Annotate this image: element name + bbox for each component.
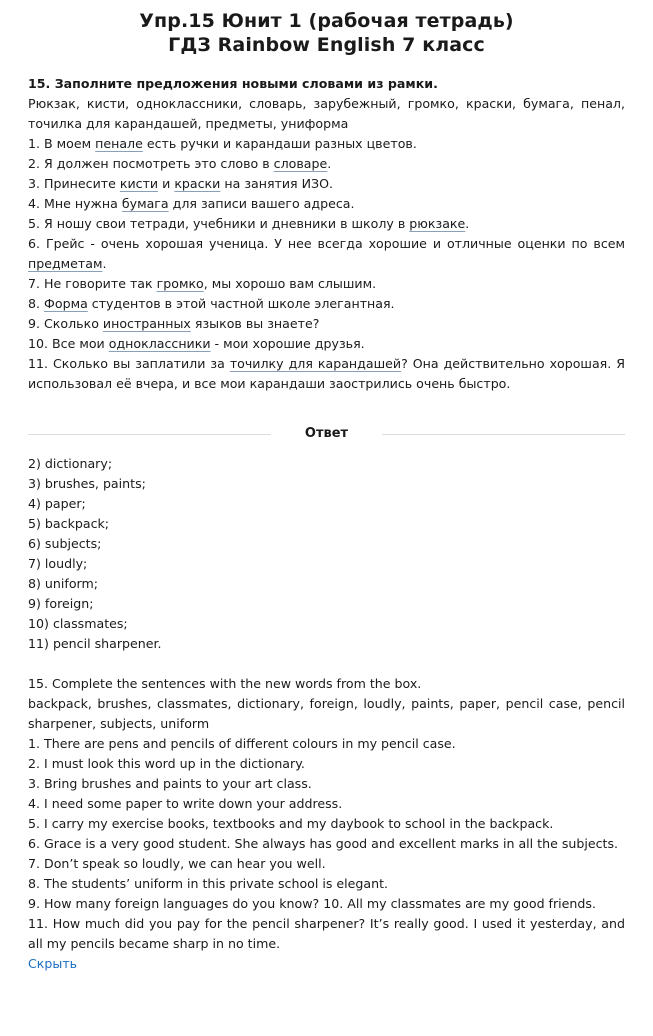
sentence-text: студентов в этой частной школе элегантная. (87, 296, 395, 311)
english-sentence: 6. Grace is a very good student. She always has good and excellent marks in all the subjects. (28, 836, 619, 851)
title-line-1: Упр.15 Юнит 1 (рабочая тетрадь) (139, 10, 514, 32)
answer-item: 2) dictionary; (28, 456, 113, 471)
filled-word: Форма (44, 296, 88, 311)
filled-word: точилку для карандашей (229, 356, 402, 371)
english-sentence: 7. Don’t speak so loudly, we can hear you well. (28, 856, 326, 871)
sentence-text: 4. Мне нужна (28, 196, 122, 211)
task-sentence (28, 134, 625, 154)
sentence-text: 11. Сколько вы заплатили за (28, 356, 230, 371)
task-block (28, 74, 625, 394)
sentence-text: и (158, 176, 175, 191)
sentence-text: 9. Сколько (28, 316, 103, 331)
sentence-text: . (327, 156, 332, 171)
task-sentences (28, 134, 625, 394)
sentence-text: . (102, 256, 107, 271)
task-sentence (28, 234, 625, 274)
answer-item: 9) foreign; (28, 596, 94, 611)
sentence-text: для записи вашего адреса. (168, 196, 355, 211)
filled-word: словаре (273, 156, 328, 171)
task-sentence (28, 314, 625, 334)
sentence-text: есть ручки и карандаши разных цветов. (142, 136, 417, 151)
sentence-text: ? Она действительно хорошая. Я использовал её вчера, и все мои карандаши заострились очень быстро. (28, 356, 625, 391)
task-sentence (28, 154, 625, 174)
answer-item: 5) backpack; (28, 516, 110, 531)
answer-item: 4) paper; (28, 496, 86, 511)
answer-item: 7) loudly; (28, 556, 88, 571)
sentence-text: на занятия ИЗО. (220, 176, 334, 191)
answer-item: 11) pencil sharpener. (28, 636, 162, 651)
page (0, 9, 653, 974)
page-title (28, 9, 625, 57)
sentence-text: 3. Принесите (28, 176, 120, 191)
english-sentence: 5. I carry my exercise books, textbooks and my daybook to school in the backpack. (28, 816, 554, 831)
sentence-text: 8. (28, 296, 45, 311)
task-sentence (28, 194, 625, 214)
sentence-text: языков вы знаете? (190, 316, 320, 331)
english-sentence: 3. Bring brushes and paints to your art class. (28, 776, 312, 791)
sentence-text: 2. Я должен посмотреть это слово в (28, 156, 274, 171)
filled-word: одноклассники (108, 336, 211, 351)
task-sentence (28, 334, 625, 354)
task-sentence (28, 354, 625, 394)
word-box: Рюкзак, кисти, одноклассники, словарь, зарубежный, громко, краски, бумага, пенал, точилка для карандашей, предметы, униформа (28, 96, 625, 131)
sentence-text: 6. Грейс - очень хорошая ученица. У нее всегда хорошие и отличные оценки по всем (28, 236, 625, 251)
answer-item: 6) subjects; (28, 536, 102, 551)
sentence-text: 5. Я ношу свои тетради, учебники и дневники в школу в (28, 216, 410, 231)
english-sentence: 4. I need some paper to write down your address. (28, 796, 343, 811)
english-sentence: 11. How much did you pay for the pencil sharpener? It’s really good. I used it yesterday, and all my pencils became sharp in no time. (28, 916, 625, 951)
english-sentence: 8. The students’ uniform in this private school is elegant. (28, 876, 389, 891)
answer-item: 10) classmates; (28, 616, 128, 631)
task-heading: 15. Заполните предложения новыми словами из рамки. (28, 76, 438, 91)
answer-separator (28, 424, 625, 444)
english-block (28, 674, 625, 954)
separator-line-right (382, 434, 625, 435)
filled-word: пенале (95, 136, 143, 151)
sentence-text: 10. Все мои (28, 336, 109, 351)
answer-list (28, 454, 625, 654)
filled-word: кисти (119, 176, 159, 191)
answer-item: 8) uniform; (28, 576, 98, 591)
filled-word: громко (156, 276, 204, 291)
filled-word: краски (174, 176, 221, 191)
sentence-text: 7. Не говорите так (28, 276, 157, 291)
sentence-text: - мои хорошие друзья. (210, 336, 365, 351)
task-sentence (28, 214, 625, 234)
hide-link[interactable]: Скрыть (28, 956, 78, 971)
answer-label: Ответ (304, 426, 349, 441)
filled-word: иностранных (102, 316, 191, 331)
filled-word: предметам (28, 256, 103, 271)
separator-line-left (28, 434, 271, 435)
sentence-text: . (465, 216, 470, 231)
sentence-text: 1. В моем (28, 136, 96, 151)
title-line-2: ГДЗ Rainbow English 7 класс (168, 34, 485, 56)
task-sentence (28, 174, 625, 194)
task-sentence (28, 294, 625, 314)
english-heading: 15. Complete the sentences with the new words from the box. (28, 676, 422, 691)
english-sentence: 1. There are pens and pencils of different colours in my pencil case. (28, 736, 456, 751)
filled-word: рюкзаке (409, 216, 466, 231)
answer-item: 3) brushes, paints; (28, 476, 146, 491)
english-sentence: 2. I must look this word up in the dictionary. (28, 756, 305, 771)
task-sentence (28, 274, 625, 294)
filled-word: бумага (121, 196, 169, 211)
english-sentence: 9. How many foreign languages do you know? 10. All my classmates are my good friends. (28, 896, 596, 911)
english-sentences (28, 734, 625, 954)
sentence-text: , мы хорошо вам слышим. (203, 276, 377, 291)
english-word-box: backpack, brushes, classmates, dictionary, foreign, loudly, paints, paper, pencil case, pencil sharpener, subjects, uniform (28, 696, 625, 731)
